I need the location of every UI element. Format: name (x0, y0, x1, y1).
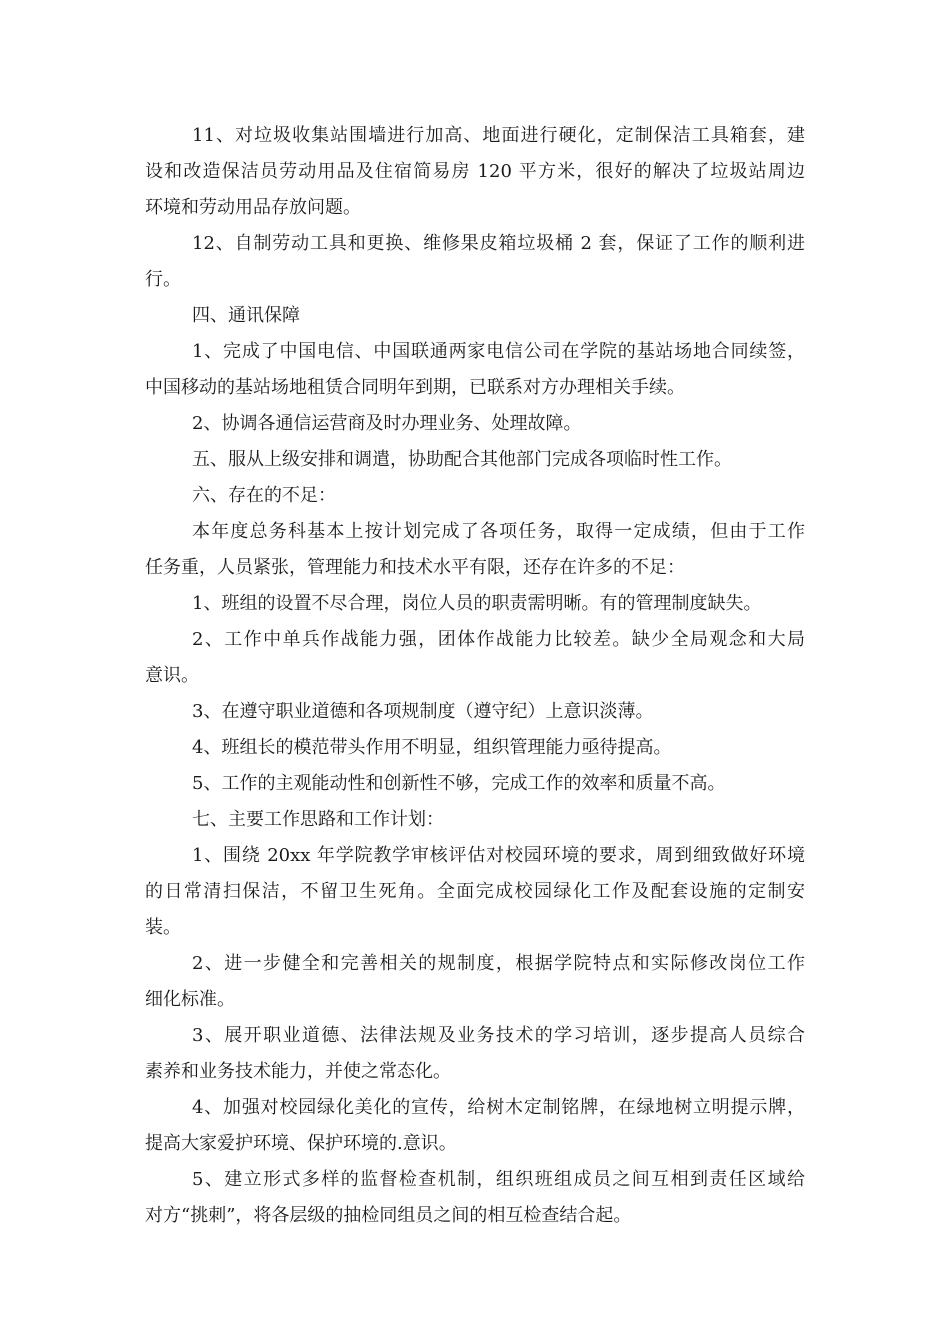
paragraph-line: 任务重，人员紧张，管理能力和技术水平有限，还存在许多的不足： (145, 557, 685, 578)
paragraph (145, 694, 805, 730)
paragraph-line: 5、建立形式多样的监督检查机制，组织班组成员之间互相到责任区域给 (192, 1169, 805, 1190)
paragraph-line: 4、加强对校园绿化美化的宣传，给树木定制铭牌，在绿地树立明提示牌， (192, 1097, 805, 1118)
paragraph (145, 802, 805, 838)
paragraph-line: 2、协调各通信运营商及时办理业务、处理故障。 (192, 413, 582, 434)
paragraph-line: 对方“挑刺”，将各层级的抽检同组员之间的相互检查结合起。 (145, 1205, 632, 1226)
paragraph-line: 六、存在的不足： (192, 485, 336, 506)
paragraph (145, 334, 805, 406)
paragraph-line: 提高大家爱护环境、保护环境的.意识。 (145, 1133, 457, 1154)
paragraph-line: 本年度总务科基本上按计划完成了各项任务，取得一定成绩，但由于工作 (192, 521, 805, 542)
paragraph (145, 838, 805, 946)
paragraph (145, 1162, 805, 1234)
paragraph-line: 环境和劳动用品存放问题。 (145, 197, 361, 218)
paragraph-line: 2、进一步健全和完善相关的规制度，根据学院特点和实际修改岗位工作 (192, 953, 805, 974)
paragraph-line: 1、围绕 20xx 年学院教学审核评估对校园环境的要求，周到细致做好环境 (192, 845, 805, 866)
paragraph (145, 766, 805, 802)
paragraph (145, 298, 805, 334)
paragraph-line: 装。 (145, 917, 181, 938)
paragraph (145, 622, 805, 694)
paragraph-line: 5、工作的主观能动性和创新性不够，完成工作的效率和质量不高。 (192, 773, 726, 794)
paragraph-line: 11、对垃圾收集站围墙进行加高、地面进行硬化，定制保洁工具箱套，建 (192, 125, 805, 146)
paragraph-line: 素养和业务技术能力，并使之常态化。 (145, 1061, 451, 1082)
paragraph-line: 的日常清扫保洁，不留卫生死角。全面完成校园绿化工作及配套设施的定制安 (145, 881, 805, 902)
paragraph (145, 442, 805, 478)
paragraph-line: 3、在遵守职业道德和各项规制度（遵守纪）上意识淡薄。 (192, 701, 654, 722)
paragraph (145, 946, 805, 1018)
paragraph (145, 406, 805, 442)
paragraph-line: 1、完成了中国电信、中国联通两家电信公司在学院的基站场地合同续签， (192, 341, 805, 362)
paragraph (145, 118, 805, 226)
paragraph-line: 2、工作中单兵作战能力强，团体作战能力比较差。缺少全局观念和大局 (192, 629, 805, 650)
paragraph (145, 730, 805, 766)
paragraph-line: 意识。 (145, 665, 199, 686)
paragraph (145, 226, 805, 298)
paragraph-line: 七、主要工作思路和工作计划： (192, 809, 444, 830)
paragraph-line: 12、自制劳动工具和更换、维修果皮箱垃圾桶 2 套，保证了工作的顺利进 (192, 233, 805, 254)
paragraph-line: 3、展开职业道德、法律法规及业务技术的学习培训，逐步提高人员综合 (192, 1025, 805, 1046)
paragraph (145, 586, 805, 622)
paragraph-line: 中国移动的基站场地租赁合同明年到期，已联系对方办理相关手续。 (145, 377, 685, 398)
paragraph-line: 设和改造保洁员劳动用品及住宿简易房 120 平方米，很好的解决了垃圾站周边 (145, 161, 805, 182)
paragraph (145, 514, 805, 586)
paragraph-line: 细化标准。 (145, 989, 235, 1010)
document-body (145, 118, 805, 1234)
paragraph-line: 五、服从上级安排和调遣，协助配合其他部门完成各项临时性工作。 (192, 449, 732, 470)
paragraph (145, 478, 805, 514)
paragraph-line: 四、通讯保障 (192, 305, 300, 326)
paragraph-line: 4、班组长的模范带头作用不明显，组织管理能力亟待提高。 (192, 737, 672, 758)
paragraph (145, 1018, 805, 1090)
paragraph-line: 1、班组的设置不尽合理，岗位人员的职责需明晰。有的管理制度缺失。 (192, 593, 762, 614)
paragraph-line: 行。 (145, 269, 181, 290)
paragraph (145, 1090, 805, 1162)
